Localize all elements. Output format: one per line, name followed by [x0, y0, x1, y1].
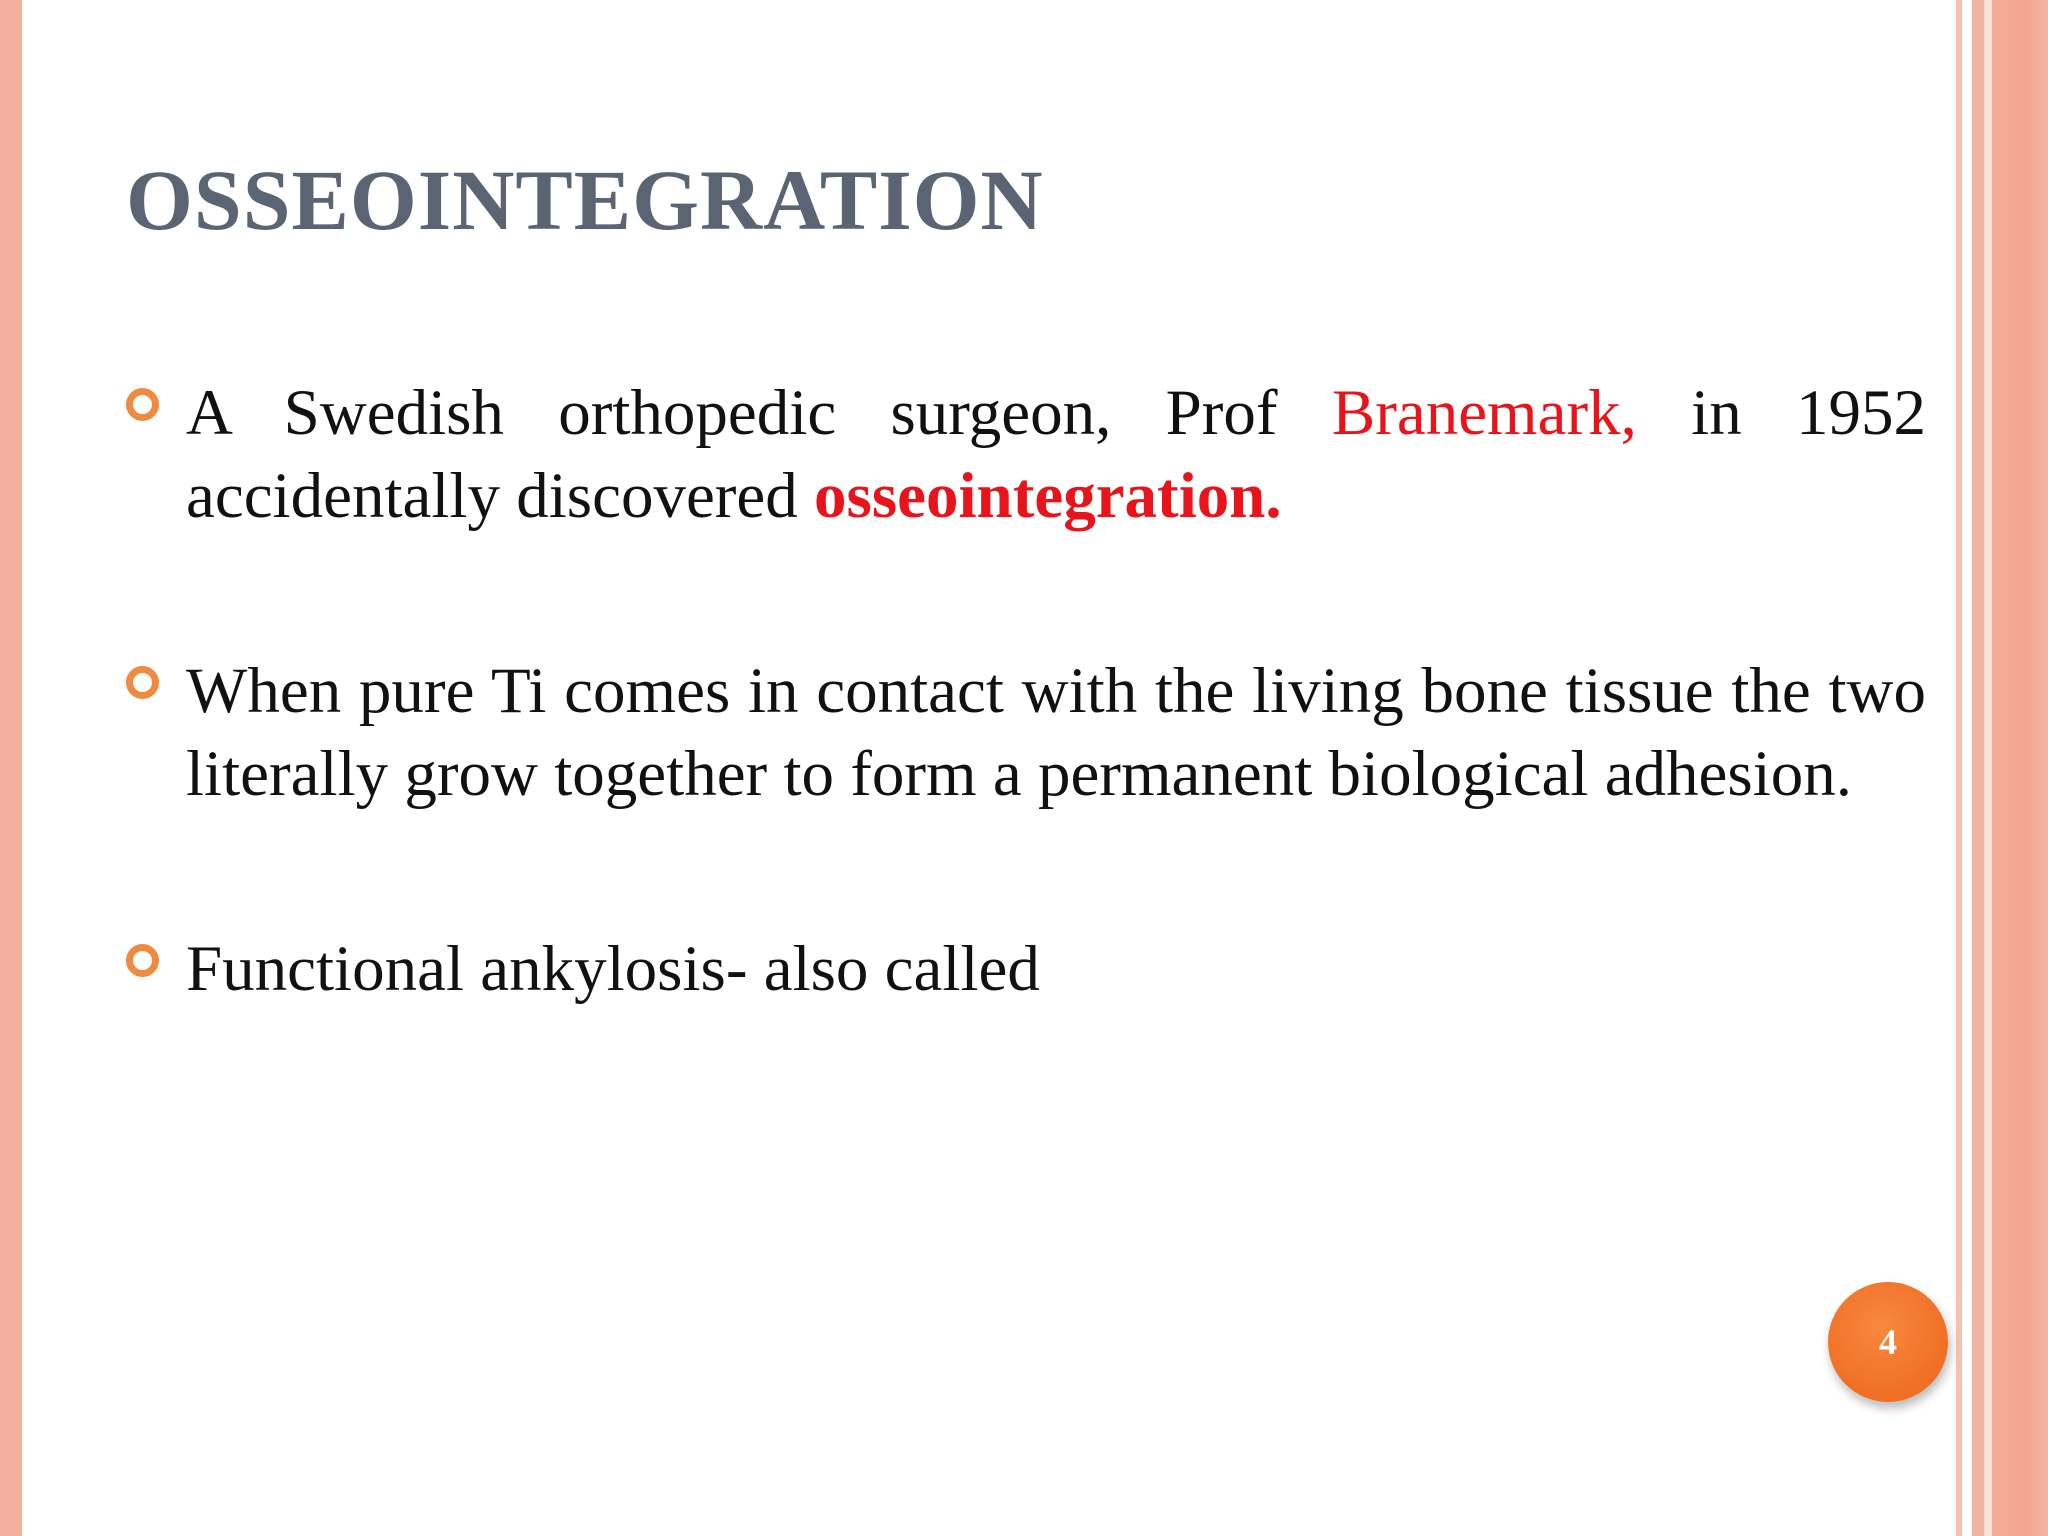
bullet-circle-icon — [126, 666, 159, 699]
bullet-item-ankylosis — [126, 928, 1926, 1011]
bullet-item-branemark — [126, 372, 1926, 538]
right-decorative-stripes — [1956, 0, 2048, 1536]
stripe — [1984, 0, 1992, 1536]
stripe — [1962, 0, 1972, 1536]
branemark-highlight: Branemark, — [1331, 377, 1637, 449]
bullet-circle-icon — [126, 944, 159, 977]
stripe — [1972, 0, 1984, 1536]
bullet-text: A Swedish orthopedic surgeon, Prof — [186, 377, 1332, 449]
bullet-text: in 1952 accidentally discovered — [186, 377, 1927, 532]
bullet-text: When pure Ti comes in contact with the living bone tissue the two literally grow together to form a permanent biological adhesion. — [186, 655, 1926, 810]
left-border-strip — [0, 0, 22, 1536]
bullet-list — [126, 372, 1926, 1011]
page-number-badge: 4 — [1828, 1282, 1948, 1402]
slide-title: OSSEOINTEGRATION — [126, 152, 1044, 248]
stripe — [1992, 0, 2048, 1536]
bullet-circle-icon — [126, 388, 159, 421]
bullet-item-titanium — [126, 650, 1926, 816]
bullet-text: Functional ankylosis- also called — [186, 933, 1040, 1005]
osseointegration-highlight: osseointegration. — [814, 460, 1282, 532]
